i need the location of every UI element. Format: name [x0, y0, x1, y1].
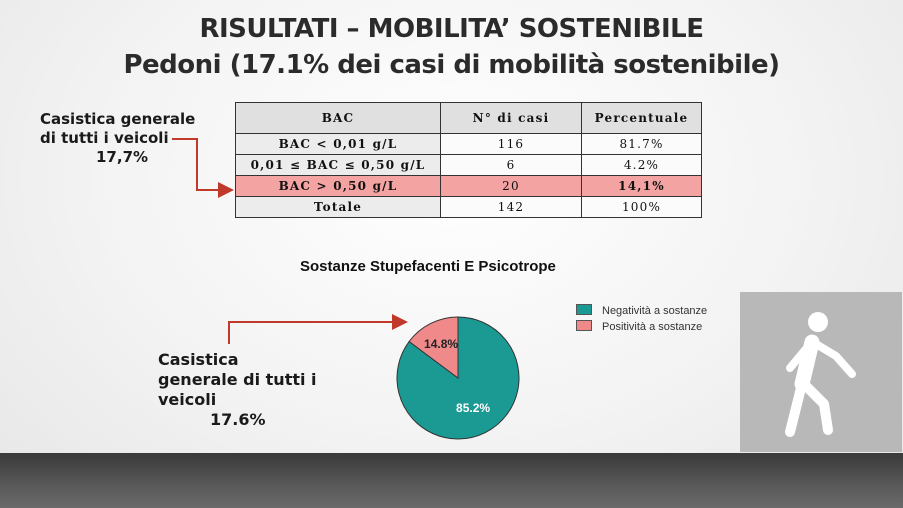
note-top-pct: 17,7% [96, 148, 149, 166]
row-cases: 20 [441, 176, 582, 197]
pie-label-negative: 85.2% [456, 400, 491, 415]
pie-chart [396, 302, 520, 454]
row-percent: 4.2% [582, 155, 702, 176]
row-percent: 81.7% [582, 134, 702, 155]
table-header-row [236, 103, 702, 134]
header-percent: Percentuale [582, 103, 702, 134]
note-top [40, 110, 195, 167]
legend-swatch-negative [576, 304, 592, 315]
note-bottom-line3: veicoli [158, 390, 217, 409]
header-bac: BAC [236, 103, 441, 134]
row-label: BAC < 0,01 g/L [236, 134, 441, 155]
row-cases: 142 [441, 197, 582, 218]
row-percent: 14,1% [582, 176, 702, 197]
legend-label-negative: Negatività a sostanze [602, 305, 708, 317]
floor-band [0, 453, 903, 508]
table-row-highlight [236, 176, 702, 197]
pedestrian-icon [740, 292, 902, 452]
slide-subtitle: Pedoni (17.1% dei casi di mobilità sostenibile) [123, 50, 780, 80]
slide-title: RISULTATI – MOBILITA’ SOSTENIBILE [199, 14, 704, 44]
table-row-total [236, 197, 702, 218]
pie-label-positive: 14.8% [424, 337, 459, 352]
row-cases: 6 [441, 155, 582, 176]
row-label: 0,01 ≤ BAC ≤ 0,50 g/L [236, 155, 441, 176]
arrow-bottom [229, 322, 404, 344]
legend-swatch-positive [576, 320, 592, 331]
table-row [236, 155, 702, 176]
row-cases: 116 [441, 134, 582, 155]
header-cases: N° di casi [441, 103, 582, 134]
note-bottom-line1: Casistica [158, 350, 239, 369]
note-top-line2: di tutti i veicoli [40, 129, 169, 147]
legend-label-positive: Positività a sostanze [602, 321, 703, 333]
note-top-line1: Casistica generale [40, 110, 196, 128]
row-label: Totale [236, 197, 441, 218]
row-percent: 100% [582, 197, 702, 218]
note-bottom-line2: generale di tutti i [158, 370, 317, 389]
note-bottom-pct: 17.6% [210, 410, 266, 429]
bac-table [235, 102, 702, 218]
chart-title: Sostanze Stupefacenti E Psicotrope [300, 258, 556, 275]
note-bottom [158, 350, 317, 430]
row-label: BAC > 0,50 g/L [236, 176, 441, 197]
legend-item-positive [576, 320, 702, 333]
table-row [236, 134, 702, 155]
pedestrian-sign [740, 292, 902, 452]
legend-item-negative [576, 304, 707, 317]
